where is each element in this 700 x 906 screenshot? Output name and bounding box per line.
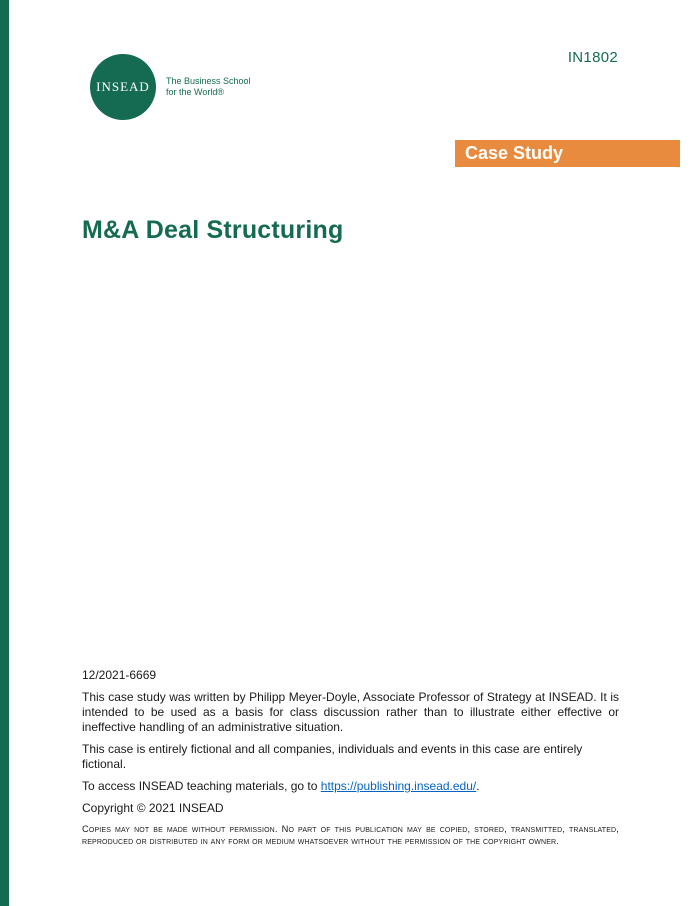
attribution-paragraph: This case study was written by Philipp Meyer-Doyle, Associate Professor of Strategy at INSEAD. It is intended to be used as a basis for class discussion rather than to illustrate either effective or ineffective handling of an administrative situation. xyxy=(82,690,619,734)
left-accent-bar xyxy=(0,0,9,906)
page-title: M&A Deal Structuring xyxy=(82,216,344,244)
insead-wordmark: INSEAD xyxy=(96,79,150,94)
publishing-link[interactable]: https://publishing.insead.edu/ xyxy=(320,779,477,793)
logo-tagline xyxy=(166,76,251,98)
fictional-note: This case is entirely fictional and all companies, individuals and events in this case are entirely fictional. xyxy=(82,742,583,771)
reference-number: 12/2021-6669 xyxy=(82,668,157,682)
insead-logo-icon xyxy=(90,54,156,120)
case-study-banner xyxy=(455,140,680,167)
permission-notice: Copies may not be made without permission. No part of this publication may be copied, stored, transmitted, translated, reproduced or distributed in any form or medium whatsoever without the permission of the copyright owner. xyxy=(82,824,619,846)
logo-tagline-line2: for the World® xyxy=(166,87,224,97)
teaching-materials-prefix: To access INSEAD teaching materials, go to xyxy=(82,779,321,793)
banner-label: Case Study xyxy=(465,143,564,163)
teaching-materials-suffix: . xyxy=(476,779,480,793)
insead-logo xyxy=(90,54,251,120)
copyright-line: Copyright © 2021 INSEAD xyxy=(82,801,224,815)
footer xyxy=(82,668,619,854)
teaching-materials-note xyxy=(82,779,619,794)
logo-tagline-line1: The Business School xyxy=(166,76,251,86)
document-code: IN1802 xyxy=(567,49,618,66)
